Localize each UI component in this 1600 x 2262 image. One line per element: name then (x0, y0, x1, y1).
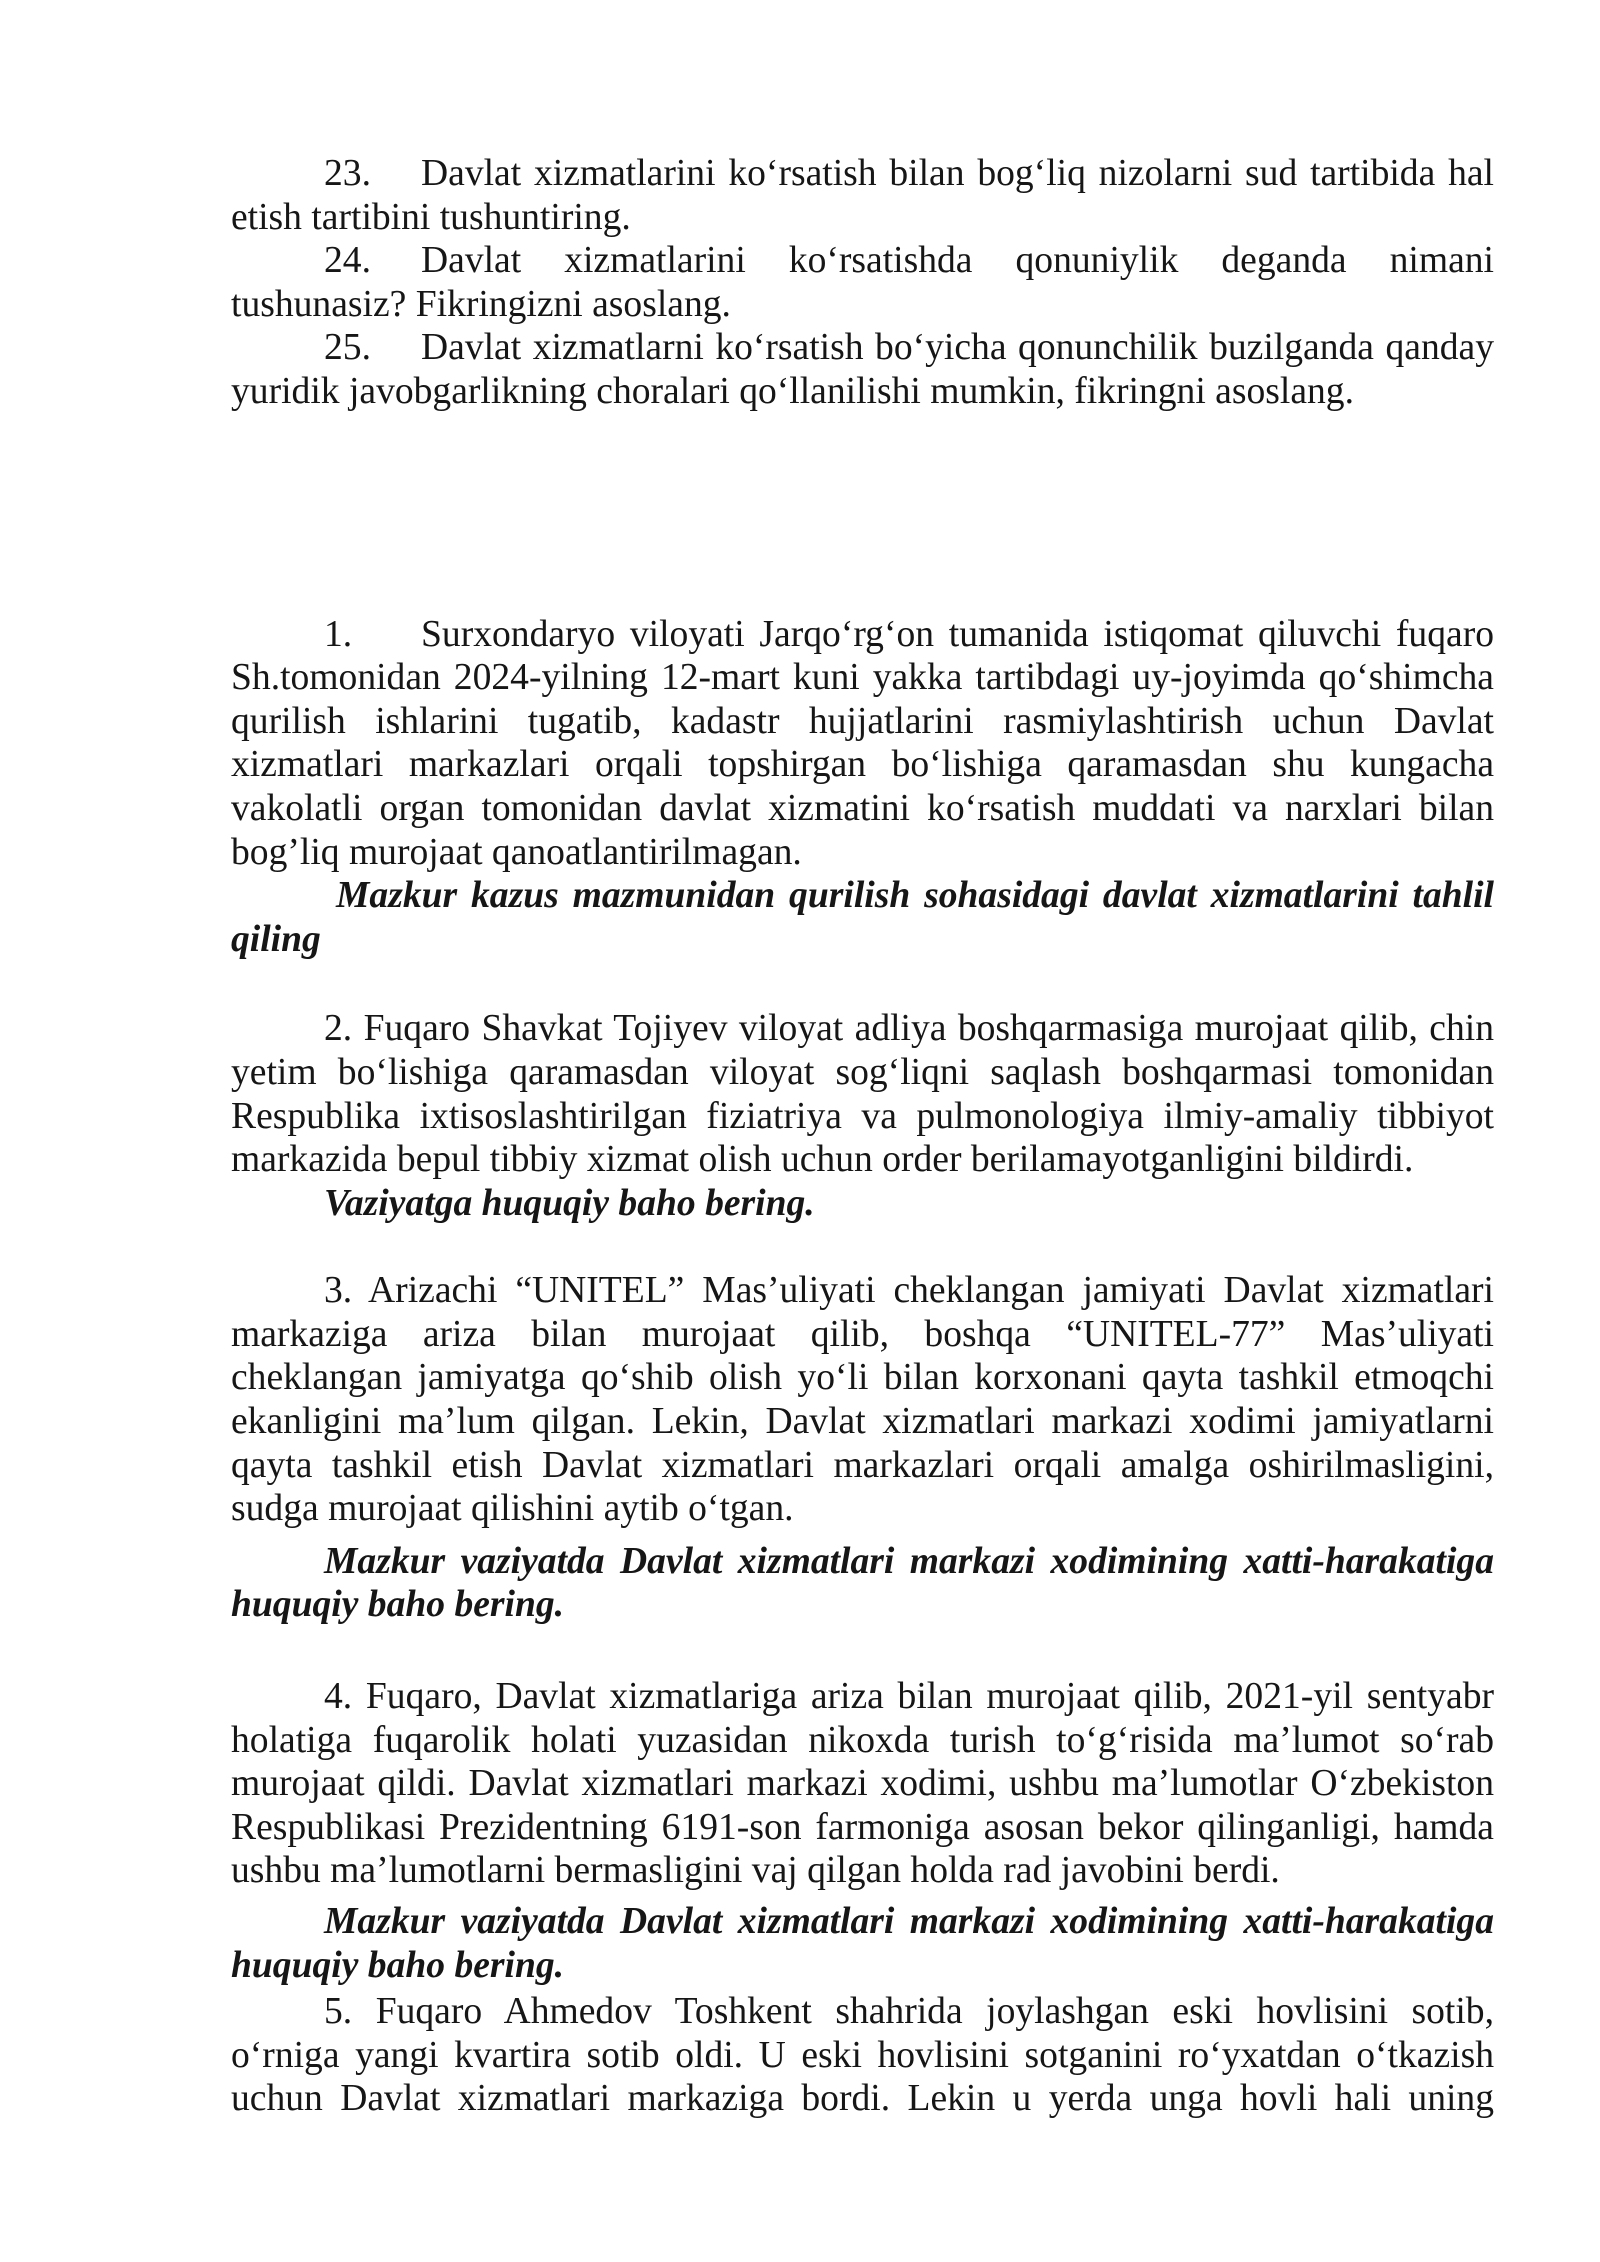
task-text-line: Vaziyatga huquqiy baho bering. (324, 1182, 815, 1224)
case-list (231, 613, 1494, 2121)
question-item (231, 326, 1494, 413)
question-number: 24. (324, 240, 371, 282)
case-task (231, 874, 1494, 961)
question-first-line (231, 152, 1494, 196)
case-task (231, 1900, 1494, 1987)
question-text-line: Davlat xizmatlarini ko‘rsatish bilan bog‘liq nizolarni sud tartibida hal (421, 153, 1494, 194)
question-text-line: tushunasiz? Fikringizni asoslang. (231, 283, 731, 325)
question-first-line (231, 239, 1494, 283)
case-text-line: Surxondaryo viloyati Jarqo‘rg‘on tumanida istiqomat qiluvchi fuqaro (421, 613, 1494, 655)
case-text-line: cheklangan jamiyatga qo‘shib olish yo‘li bilan korxonani qayta tashkil etmoqchi (231, 1357, 1494, 1399)
page-content (231, 152, 1494, 2121)
case-text-line: bog’liq murojaat qanoatlantirilmagan. (231, 831, 802, 873)
case-text-line: uchun Davlat xizmatlari markaziga bordi. Lekin u yerda unga hovli hali uning (231, 2078, 1494, 2120)
case-item (231, 1675, 1494, 1893)
case-item (231, 1269, 1494, 1531)
task-text-line: huquqiy baho bering. (231, 1944, 565, 1986)
case-first-line (231, 1990, 1494, 2034)
case-first-line (231, 1675, 1494, 1719)
task-text-line: Mazkur vaziyatda Davlat xizmatlari markazi xodimining xatti-harakatiga (324, 1901, 1494, 1942)
case-number: 1. (324, 613, 353, 655)
case-item (231, 613, 1494, 875)
case-first-line (231, 1269, 1494, 1313)
case-text-line: xizmatlari markazlari orqali topshirgan bo‘lishiga qaramasdan shu kungacha (231, 744, 1494, 786)
question-text-line: Davlat xizmatlarini ko‘rsatishda qonuniylik deganda nimani (421, 240, 1494, 282)
case-number: 4. (324, 1676, 353, 1718)
case-task (231, 1540, 1494, 1627)
case-text-line: ekanligini ma’lum qilgan. Lekin, Davlat xizmatlari markazi xodimi jamiyatlarni (231, 1401, 1494, 1443)
case-item (231, 1007, 1494, 1181)
task-text-line: huquqiy baho bering. (231, 1584, 565, 1626)
case-text-line: Sh.tomonidan 2024-yilning 12-mart kuni yakka tartibdagi uy-joyimda qo‘shimcha (231, 657, 1494, 699)
case-text-line: qayta tashkil etish Davlat xizmatlari markazlari orqali amalga oshirilmasligini, (231, 1444, 1494, 1486)
question-number: 25. (324, 327, 371, 369)
case-text-line: Arizachi “UNITEL” Mas’uliyati cheklangan jamiyati Davlat xizmatlari (368, 1270, 1494, 1312)
case-number: 3. (324, 1270, 353, 1312)
question-first-line (231, 326, 1494, 370)
case-task (231, 1182, 1494, 1226)
case-text-line: markazida bepul tibbiy xizmat olish uchun order berilamayotganligini bildirdi. (231, 1139, 1414, 1181)
case-text-line: murojaat qildi. Davlat xizmatlari markazi xodimi, ushbu ma’lumotlar O‘zbekiston (231, 1763, 1494, 1805)
task-text-line: Mazkur vaziyatda Davlat xizmatlari markazi xodimining xatti-harakatiga (324, 1540, 1494, 1582)
question-item (231, 239, 1494, 326)
case-number: 2. (324, 1008, 353, 1050)
question-text-line: yuridik javobgarlikning choralari qo‘llanilishi mumkin, fikringni asoslang. (231, 370, 1354, 412)
case-text-line: Respublika ixtisoslashtirilgan fiziatriya va pulmonologiya ilmiy-amaliy tibbiyot (231, 1095, 1494, 1137)
case-text-line: Fuqaro Ahmedov Toshkent shahrida joylashgan eski hovlisini sotib, (375, 1991, 1494, 2033)
question-text-line: etish tartibini tushuntiring. (231, 196, 631, 238)
question-item (231, 152, 1494, 239)
case-text-line: Respublikasi Prezidentning 6191-son farmoniga asosan bekor qilinganligi, hamda (231, 1806, 1494, 1848)
case-text-line: o‘rniga yangi kvartira sotib oldi. U eski hovlisini sotganini ro‘yxatdan o‘tkazish (231, 2034, 1494, 2076)
case-text-line: yetim bo‘lishiga qaramasdan viloyat sog‘liqni saqlash boshqarmasi tomonidan (231, 1051, 1494, 1093)
question-number: 23. (324, 153, 371, 194)
question-list (231, 152, 1494, 414)
question-text-line: Davlat xizmatlarni ko‘rsatish bo‘yicha qonunchilik buzilganda qanday (421, 327, 1494, 369)
case-text-line: Fuqaro, Davlat xizmatlariga ariza bilan murojaat qilib, 2021-yil sentyabr (365, 1676, 1494, 1718)
case-text-line: Fuqaro Shavkat Tojiyev viloyat adliya boshqarmasiga murojaat qilib, chin (363, 1008, 1494, 1050)
case-number: 5. (324, 1991, 353, 2033)
case-item (231, 1990, 1494, 2121)
case-text-line: markaziga ariza bilan murojaat qilib, boshqa “UNITEL-77” Mas’uliyati (231, 1313, 1494, 1355)
case-text-line: holatiga fuqarolik holati yuzasidan nikoxda turish to‘g‘risida ma’lumot so‘rab (231, 1719, 1494, 1761)
case-first-line (231, 1007, 1494, 1051)
task-text-line: qiling (231, 918, 321, 960)
case-first-line (231, 613, 1494, 657)
case-text-line: ushbu ma’lumotlarni bermasligini vaj qilgan holda rad javobini berdi. (231, 1850, 1280, 1892)
task-text-line: Mazkur kazus mazmunidan qurilish sohasidagi davlat xizmatlarini tahlil (336, 875, 1494, 917)
case-text-line: qurilish ishlarini tugatib, kadastr hujjatlarini rasmiylashtirish uchun Davlat (231, 700, 1494, 742)
case-text-line: sudga murojaat qilishini aytib o‘tgan. (231, 1488, 794, 1530)
case-text-line: vakolatli organ tomonidan davlat xizmatini ko‘rsatish muddati va narxlari bilan (231, 787, 1494, 829)
